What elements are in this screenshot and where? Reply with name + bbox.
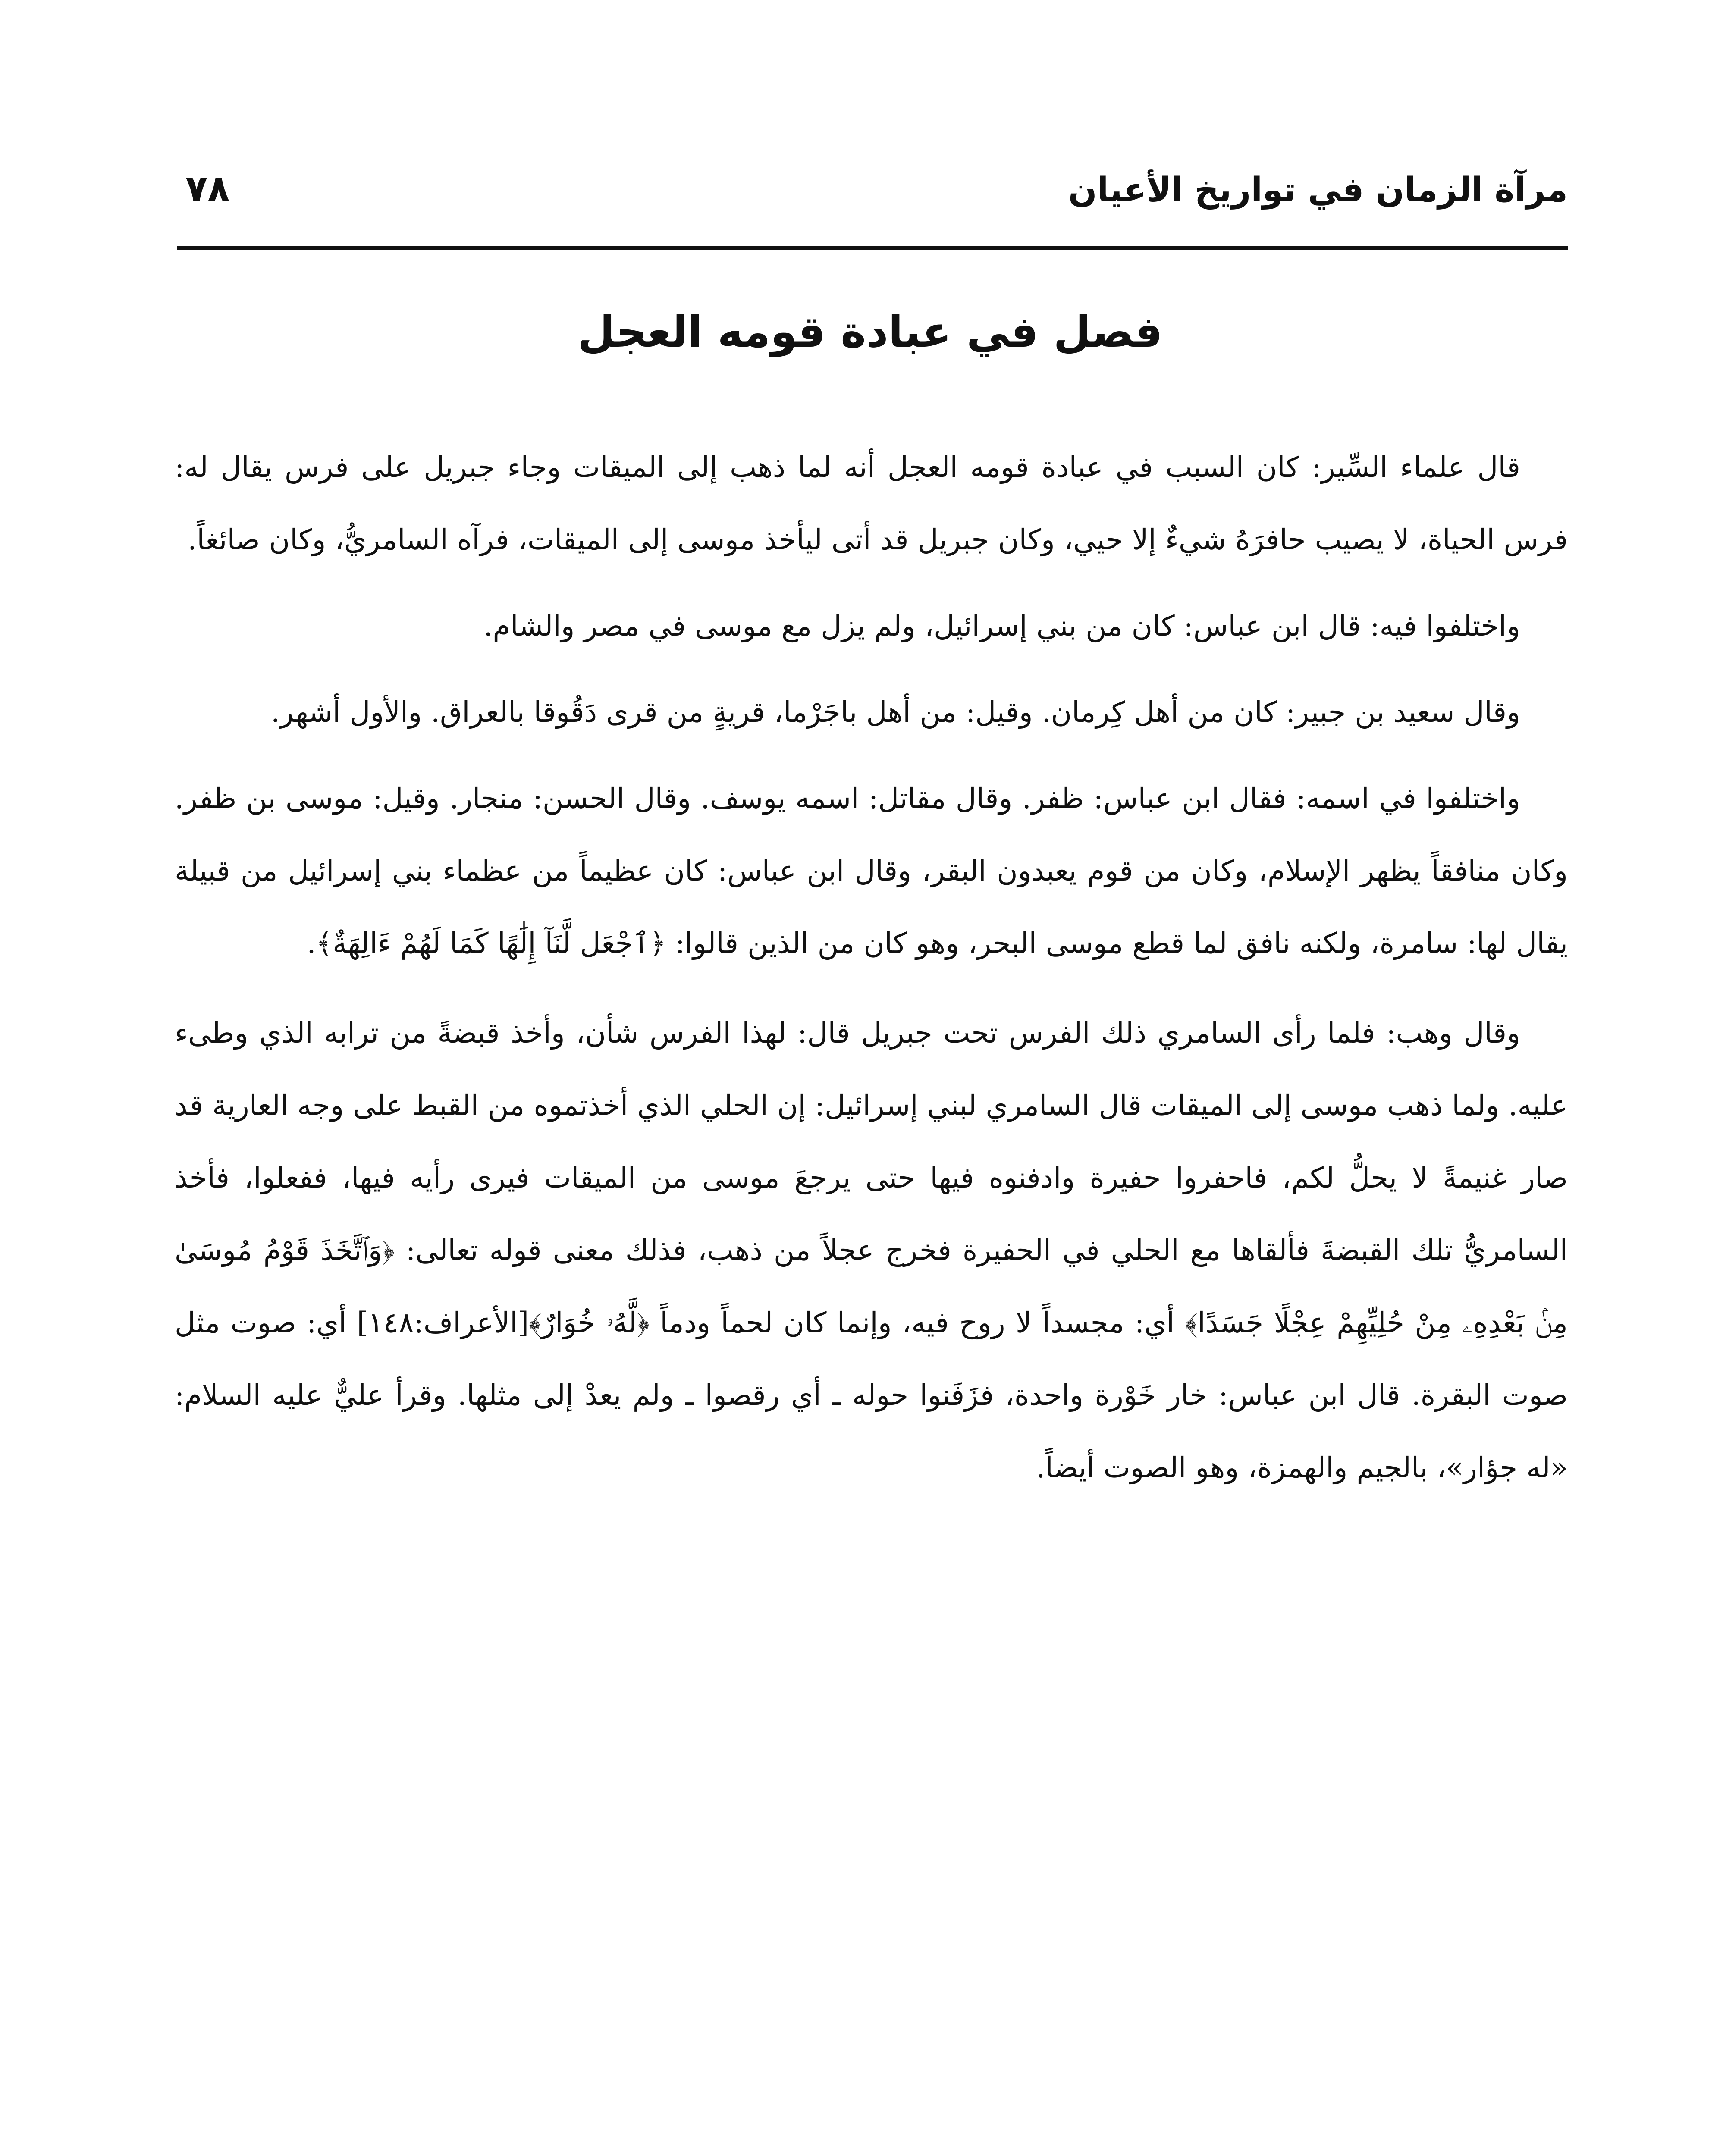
paragraph-5: وقال وهب: فلما رأى السامري ذلك الفرس تحت جبريل قال: لهذا الفرس شأن، وأخذ قبضةً من ترابه الذي وطىء عليه. ولما ذهب موسى إلى الميقات قال السامري لبني إسرائيل: إن الحلي الذي أخذتموه من القبط على وجه العارية قد صار غنيمةً لا يحلُّ لكم، فاحفروا حفيرة وادفنوه فيها حتى يرجعَ موسى من الميقات فيرى رأيه فيها، ففعلوا، فأخذ السامريُّ تلك القبضةَ فألقاها مع الحلي في الحفيرة فخرج عجلاً من ذهب، فذلك معنى قوله تعالى: ﴿وَٱتَّخَذَ قَوْمُ مُوسَىٰ مِنۢ بَعْدِهِۦ مِنْ حُلِيِّهِمْ عِجْلًا جَسَدًا﴾ أي: مجسداً لا روح فيه، وإنما كان لحماً ودماً ﴿لَّهُۥ خُوَارٌ﴾[الأعراف:١٤٨] أي: صوت مثل صوت البقرة. قال ابن عباس: خار خَوْرة واحدة، فزَفَنوا حوله ـ أي رقصوا ـ ولم يعدْ إلى مثلها. وقرأ عليٌّ عليه السلام: «له جؤار»، بالجيم والهمزة، وهو الصوت أيضاً. xyxy=(174,1016,1568,1484)
paragraph-2: واختلفوا فيه: قال ابن عباس: كان من بني إسرائيل، ولم يزل مع موسى في مصر والشام. xyxy=(483,609,1520,642)
book-title: مرآة الزمان في تواريخ الأعيان xyxy=(1068,171,1568,210)
paragraph-1: قال علماء السِّير: كان السبب في عبادة قومه العجل أنه لما ذهب إلى الميقات وجاء جبريل على فرس يقال له: فرس الحياة، لا يصيب حافرَهُ شيءٌ إلا حيي، وكان جبريل قد أتى ليأخذ موسى إلى الميقات، فرآه السامريُّ، وكان صائغاً. xyxy=(175,451,1568,556)
page-number: ٧٨ xyxy=(185,167,230,210)
header-rule xyxy=(177,246,1568,250)
running-header xyxy=(173,155,1568,229)
paragraph-3: وقال سعيد بن جبير: كان من أهل كِرمان. وقيل: من أهل باجَرْما، قريةٍ من قرى دَقُوقا بالعراق. والأول أشهر. xyxy=(270,696,1520,729)
body-text xyxy=(175,431,1568,1518)
section-title: فصل في عبادة قومه العجل xyxy=(577,307,1163,357)
paragraph-4: واختلفوا في اسمه: فقال ابن عباس: ظفر. وقال مقاتل: اسمه يوسف. وقال الحسن: منجار. وقيل: موسى بن ظفر. وكان منافقاً يظهر الإسلام، وكان من قوم يعبدون البقر، وقال ابن عباس: كان عظيماً من عظماء بني إسرائيل من قبيلة يقال لها: سامرة، ولكنه نافق لما قطع موسى البحر، وهو كان من الذين قالوا: ﴿ٱجْعَل لَّنَآ إِلَٰهًا كَمَا لَهُمْ ءَالِهَةٌ﴾. xyxy=(175,782,1568,960)
